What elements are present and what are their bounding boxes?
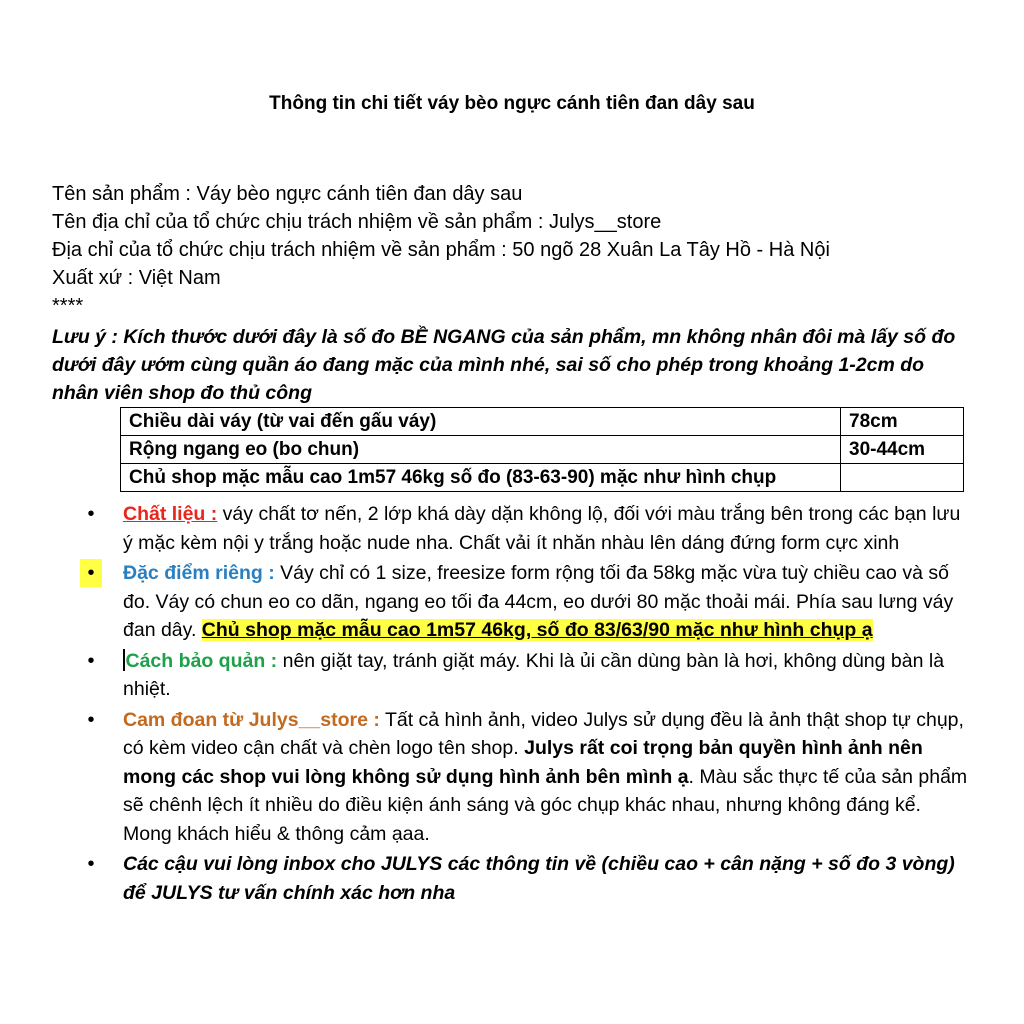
bullet-icon: •	[87, 853, 95, 875]
bullet-icon: •	[87, 708, 95, 731]
list-item-care	[52, 647, 972, 704]
list-item-commitment	[52, 706, 972, 849]
responsible-org-line: Tên địa chỉ của tổ chức chịu trách nhiệm về sản phẩm : Julys__store	[52, 211, 662, 233]
list-item-inbox	[52, 850, 972, 907]
commitment-text-end: . Màu sắc thực tế của sản phẩm sẽ chênh lệch ít nhiều do điều kiện ánh sáng và góc chụp khác nhau, nhưng không đáng kể. Mong khách hiểu & thông cảm ạaa.	[123, 765, 968, 845]
table-cell-label: Chủ shop mặc mẫu cao 1m57 46kg số đo (83-63-90) mặc như hình chụp	[121, 464, 841, 492]
table-cell-value: 30-44cm	[841, 436, 964, 464]
list-item-material	[52, 500, 972, 557]
table-cell-label: Chiều dài váy (từ vai đến gấu váy)	[121, 408, 841, 436]
document-title: Thông tin chi tiết váy bèo ngực cánh tiên đan dây sau	[269, 93, 755, 114]
table-cell-value: 78cm	[841, 408, 964, 436]
commitment-text: Tất cả hình ảnh, video Julys sử dụng đều là ảnh thật shop tự chụp, có kèm video cận chất và chèn logo tên shop.	[123, 708, 964, 759]
separator: ****	[52, 295, 84, 317]
special-label: Đặc điểm riêng :	[123, 562, 275, 584]
table-row	[121, 408, 964, 436]
bullet-icon: •	[80, 559, 102, 587]
size-table	[120, 407, 964, 492]
product-name-line: Tên sản phẩm : Váy bèo ngực cánh tiên đan dây sau	[52, 183, 523, 205]
inbox-text: Các cậu vui lòng inbox cho JULYS các thông tin về (chiều cao + cân nặng + số đo 3 vòng) để JULYS tư vấn chính xác hơn nha	[123, 853, 955, 904]
commitment-label: Cam đoan từ Julys__store :	[123, 708, 380, 731]
origin-line: Xuất xứ : Việt Nam	[52, 267, 221, 289]
special-highlight: Chủ shop mặc mẫu cao 1m57 46kg, số đo 83/63/90 mặc như hình chụp ạ	[201, 619, 873, 641]
responsible-address-line: Địa chỉ của tổ chức chịu trách nhiệm về sản phẩm : 50 ngõ 28 Xuân La Tây Hồ - Hà Nội	[52, 239, 830, 261]
material-label: Chất liệu :	[123, 503, 218, 525]
list-item-special	[52, 559, 972, 645]
care-label: Cách bảo quản :	[125, 649, 278, 672]
special-text: Váy chỉ có 1 size, freesize form rộng tối đa 58kg mặc vừa tuỳ chiều cao và số đo. Váy có chun eo co dãn, ngang eo tối đa 44cm, eo dưới 80 mặc thoải mái. Phía sau lưng váy đan dây.	[123, 562, 954, 641]
product-info	[52, 180, 982, 320]
feature-list	[52, 500, 972, 907]
care-text: nên giặt tay, tránh giặt máy. Khi là ủi cần dùng bàn là hơi, không dùng bàn là nhiệt.	[123, 649, 945, 700]
size-note: Lưu ý : Kích thước dưới đây là số đo BỀ NGANG của sản phẩm, mn không nhân đôi mà lấy số đo dưới đây ướm cùng quần áo đang mặc của mình nhé, sai số cho phép trong khoảng 1-2cm do nhân viên shop đo thủ công	[52, 326, 956, 404]
material-text: váy chất tơ nến, 2 lớp khá dày dặn không lộ, đối với màu trắng bên trong các bạn lưu ý mặc kèm nội y trắng hoặc nude nha. Chất vải ít nhăn nhàu lên dáng đứng form cực xinh	[123, 503, 961, 554]
commitment-bold: Julys rất coi trọng bản quyền hình ảnh nên mong các shop vui lòng không sử dụng hình ảnh bên mình ạ	[123, 737, 923, 788]
text-cursor-icon	[123, 649, 125, 671]
table-cell-label: Rộng ngang eo (bo chun)	[121, 436, 841, 464]
bullet-icon: •	[87, 503, 95, 525]
table-row	[121, 436, 964, 464]
table-cell-value	[841, 464, 964, 492]
bullet-icon: •	[87, 649, 95, 672]
table-row	[121, 464, 964, 492]
